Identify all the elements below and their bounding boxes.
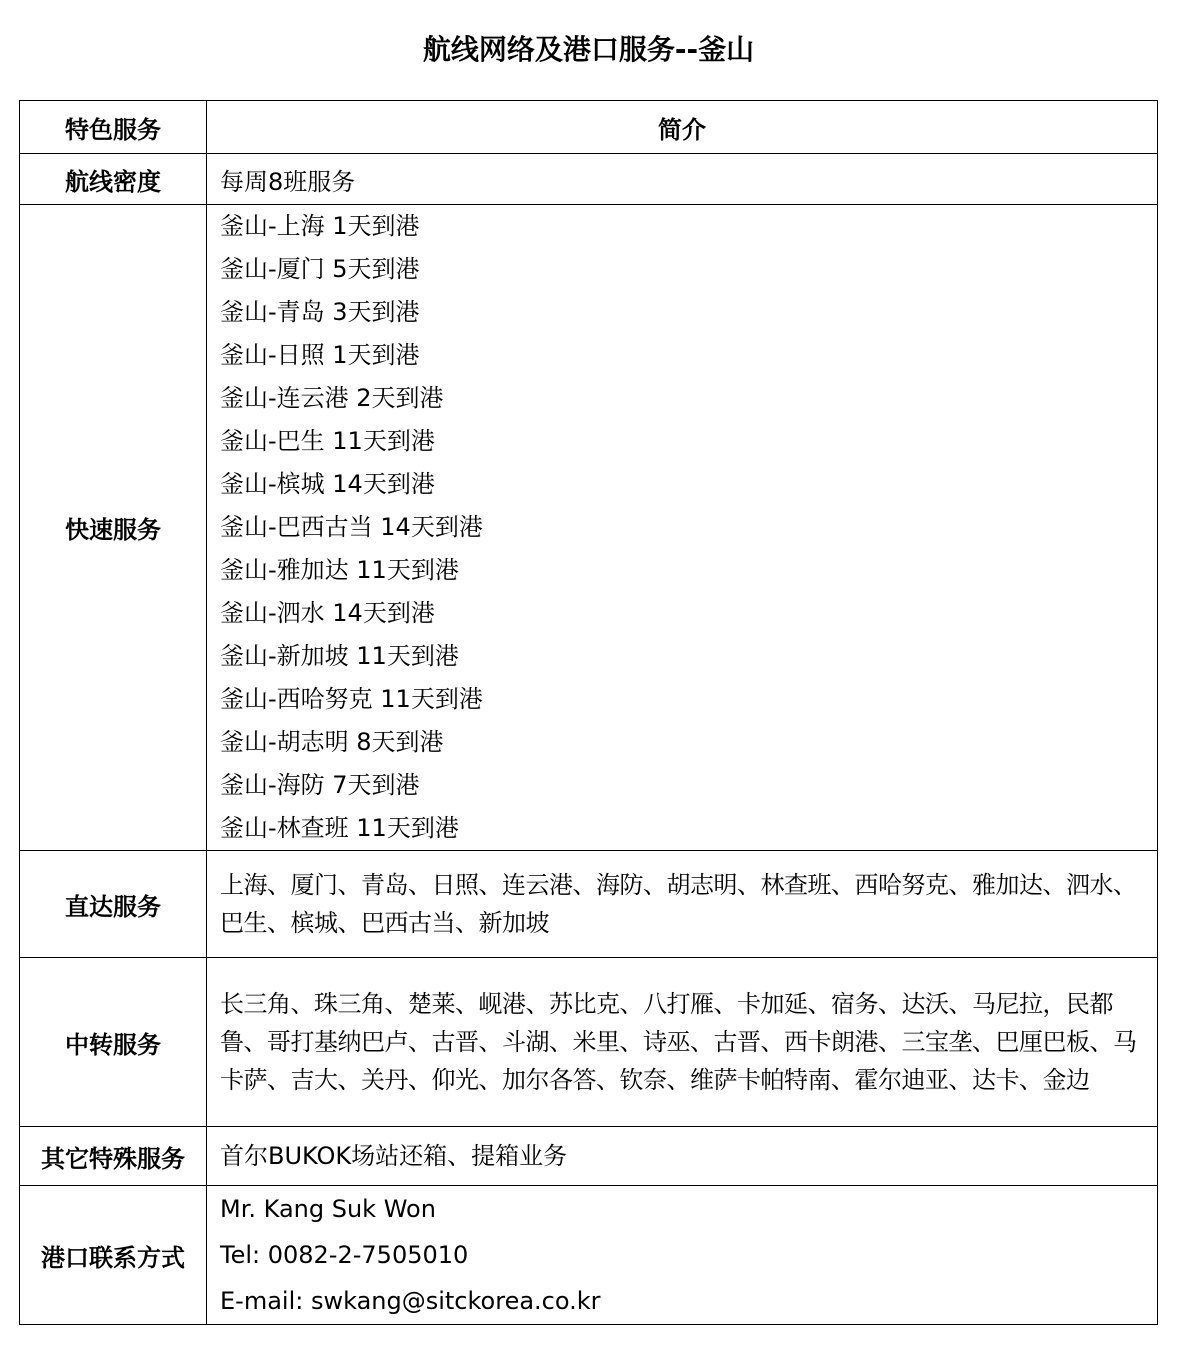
express-routes-cell (207, 205, 1158, 851)
express-route: 釜山-海防 7天到港 (220, 771, 420, 799)
row-label-express: 快速服务 (20, 205, 207, 851)
express-route: 釜山-胡志明 8天到港 (220, 728, 444, 756)
express-route: 釜山-青岛 3天到港 (220, 298, 420, 326)
row-value-transfer: 长三角、珠三角、楚莱、岘港、苏比克、八打雁、卡加延、宿务、达沃、马尼拉，民都鲁、哥打基纳巴卢、古晋、斗湖、米里、诗巫、古晋、西卡朗港、三宝垄、巴厘巴板、马卡萨、吉大、关丹、仰光、加尔各答、钦奈、维萨卡帕特南、霍尔迪亚、达卡、金边 (220, 990, 1137, 1094)
other-service-text: 首尔BUKOK场站还箱、提箱业务 (220, 1142, 568, 1170)
row-value-direct-cell (207, 851, 1158, 958)
table-row-direct (20, 851, 1158, 958)
contact-email[interactable]: E-mail: swkang@sitckorea.co.kr (220, 1287, 601, 1315)
express-route: 釜山-巴生 11天到港 (220, 427, 435, 455)
service-table (19, 100, 1158, 1325)
row-value-other (207, 1127, 1158, 1186)
contact-cell (207, 1186, 1158, 1325)
express-route: 釜山-巴西古当 14天到港 (220, 513, 483, 541)
table-row-transfer (20, 958, 1158, 1127)
row-label-density: 航线密度 (20, 154, 207, 205)
table-header-row (20, 101, 1158, 154)
express-route: 釜山-泗水 14天到港 (220, 599, 435, 627)
express-route: 釜山-连云港 2天到港 (220, 384, 444, 412)
table-row-contact (20, 1186, 1158, 1325)
row-value-transfer-cell (207, 958, 1158, 1127)
row-value-direct: 上海、厦门、青岛、日照、连云港、海防、胡志明、林查班、西哈努克、雅加达、泗水、巴生、槟城、巴西古当、新加坡 (220, 871, 1137, 937)
table-row-express (20, 205, 1158, 851)
row-label-transfer: 中转服务 (20, 958, 207, 1127)
contact-name: Mr. Kang Suk Won (220, 1195, 436, 1223)
row-label-contact: 港口联系方式 (20, 1186, 207, 1325)
table-row-other (20, 1127, 1158, 1186)
express-route: 釜山-林查班 11天到港 (220, 814, 459, 842)
contact-phone: Tel: 0082-2-7505010 (220, 1241, 469, 1269)
header-description: 简介 (207, 101, 1158, 154)
header-feature: 特色服务 (20, 101, 207, 154)
express-route: 釜山-雅加达 11天到港 (220, 556, 459, 584)
express-route: 釜山-新加坡 11天到港 (220, 642, 459, 670)
express-route: 釜山-槟城 14天到港 (220, 470, 435, 498)
express-route: 釜山-厦门 5天到港 (220, 255, 420, 283)
express-route: 釜山-日照 1天到港 (220, 341, 420, 369)
table-row-density (20, 154, 1158, 205)
express-route: 釜山-上海 1天到港 (220, 212, 420, 240)
row-label-direct: 直达服务 (20, 851, 207, 958)
row-label-other: 其它特殊服务 (20, 1127, 207, 1186)
express-route: 釜山-西哈努克 11天到港 (220, 685, 483, 713)
page-title: 航线网络及港口服务--釜山 (422, 33, 755, 66)
row-value-density: 每周8班服务 (207, 154, 1158, 205)
